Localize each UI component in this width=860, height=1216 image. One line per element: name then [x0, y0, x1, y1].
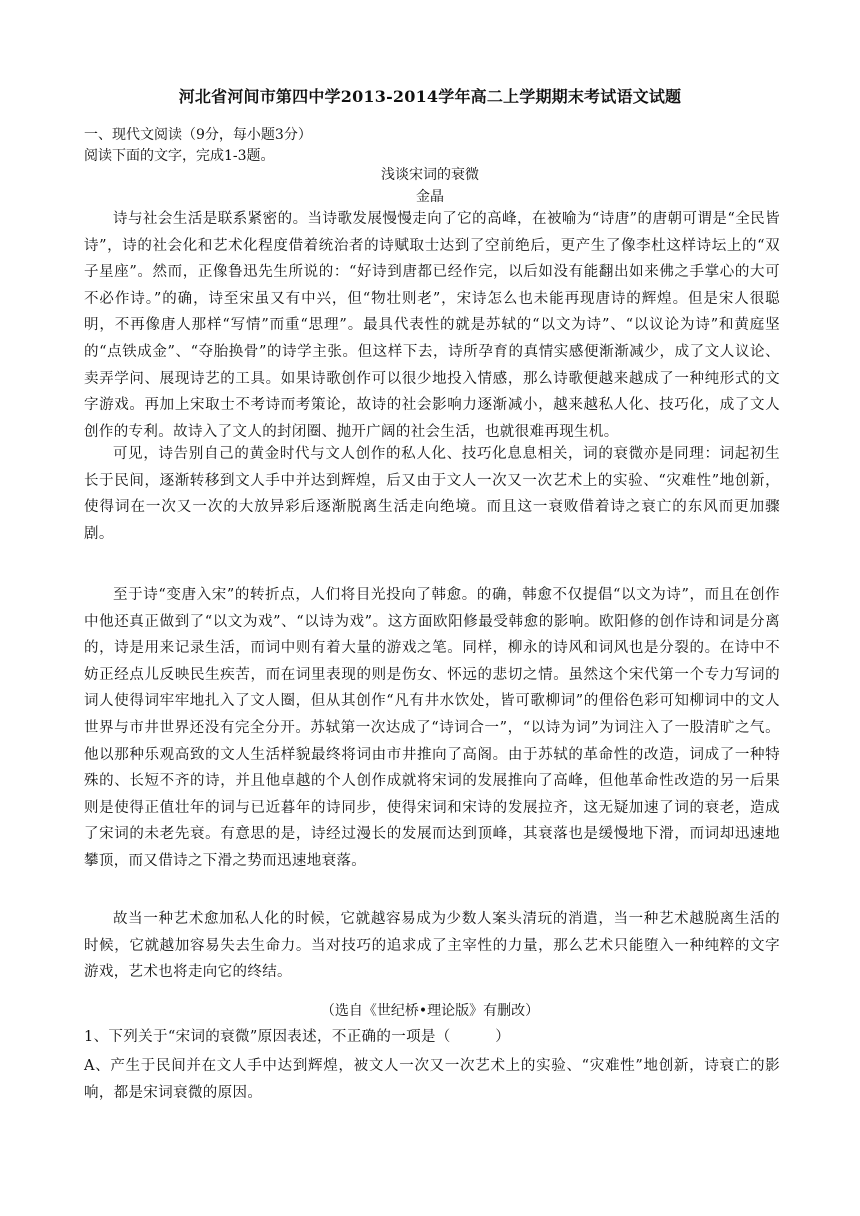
article-author: 金晶	[416, 189, 444, 205]
paragraph-text: 故当一种艺术愈加私人化的时候，它就越容易成为少数人案头清玩的消遣，当一种艺术越脱离生活的时候，它就越加容易失去生命力。当对技巧的追求成了主宰性的力量，那么艺术只能堕入一种纯粹的文字游戏，艺术也将走向它的终结。	[84, 911, 780, 981]
question-stem: 1、下列关于“宋词的衰微”原因表述，不正确的一项是（ ）	[84, 1029, 511, 1045]
article-title: 浅谈宋词的衰微	[381, 167, 479, 183]
paragraph-text: 可见，诗告别自己的黄金时代与文人创作的私人化、技巧化息息相关，词的衰微亦是同理：词起初生长于民间，逐渐转移到文人手中并达到辉煌，后又由于文人一次又一次艺术上的实验、“灾难性”地创新，使得词在一次又一次的大放异彩后逐渐脱离生活走向绝境。而且这一衰败借着诗之衰亡的东风而更加骤剧。	[84, 446, 780, 542]
article-paragraph	[84, 582, 780, 875]
article-paragraph	[84, 441, 780, 547]
section-heading: 一、现代文阅读（9分，每小题3分）	[84, 127, 312, 143]
paragraph-text: 至于诗“变唐入宋”的转折点，人们将目光投向了韩愈。的确，韩愈不仅提倡“以文为诗”，而且在创作中他还真正做到了“以文为戏”、“以诗为戏”。这方面欧阳修最受韩愈的影响。欧阳修的创作诗和词是分离的，诗是用来记录生活，而词中则有着大量的游戏之笔。同样，柳永的诗风和词风也是分裂的。在诗中不妨正经点儿反映民生疾苦，而在词里表现的则是伤女、怀远的悲切之情。虽然这个宋代第一个专力写词的词人使得词牢牢地扎入了文人圈，但从其创作“凡有井水饮处，皆可歌柳词”的俚俗色彩可知柳词中的文人世界与市井世界还没有完全分开。苏轼第一次达成了“诗词合一”，“以诗为词”为词注入了一股清旷之气。他以那种乐观高致的文人生活样貌最终将词由市井推向了高阁。由于苏轼的革命性的改造，词成了一种特殊的、长短不齐的诗，并且他卓越的个人创作成就将宋词的发展推向了高峰，但他革命性改造的另一后果则是使得正值壮年的词与已近暮年的诗同步，使得宋词和宋诗的发展拉齐，这无疑加速了词的衰老，造成了宋词的未老先衰。有意思的是，诗经过漫长的发展而达到顶峰，其衰落也是缓慢地下滑，而词却迅速地攀顶，而又借诗之下滑之势而迅速地衰落。	[84, 587, 780, 869]
section-instruction: 阅读下面的文字，完成1-3题。	[84, 148, 275, 164]
paragraph-text: 诗与社会生活是联系紧密的。当诗歌发展慢慢走向了它的高峰，在被喻为“诗唐”的唐朝可谓是“全民皆诗”，诗的社会化和艺术化程度借着统治者的诗赋取士达到了空前绝后，更产生了像李杜这样诗坛上的“双子星座”。然而，正像鲁迅先生所说的：“好诗到唐都已经作完，以后如没有能翻出如来佛之手掌心的大可不必作诗。”的确，诗至宋虽又有中兴，但“物壮则老”，宋诗怎么也未能再现唐诗的辉煌。但是宋人很聪明，不再像唐人那样“写情”而重“思理”。最具代表性的就是苏轼的“以文为诗”、“以议论为诗”和黄庭坚的“点铁成金”、“夺胎换骨”的诗学主张。但这样下去，诗所孕育的真情实感便渐渐减少，成了文人议论、卖弄学问、展现诗艺的工具。如果诗歌创作可以很少地投入情感，那么诗歌便越来越成了一种纯形式的文字游戏。再加上宋取士不考诗而考策论，故诗的社会影响力逐渐减小，越来越私人化、技巧化，成了文人创作的专利。故诗入了文人的封闭圈、抛开广阔的社会生活，也就很难再现生机。	[84, 211, 780, 440]
question-option-a: A、产生于民间并在文人手中达到辉煌，被文人一次又一次艺术上的实验、“灾难性”地创新，诗衰亡的影响，都是宋词衰微的原因。	[84, 1058, 780, 1101]
article-paragraph	[84, 206, 780, 445]
article-source: （选自《世纪桥•理论版》有删改）	[320, 1003, 540, 1019]
exam-title: 河北省河间市第四中学2013-2014学年高二上学期期末考试语文试题	[178, 87, 682, 106]
article-paragraph	[84, 906, 780, 986]
